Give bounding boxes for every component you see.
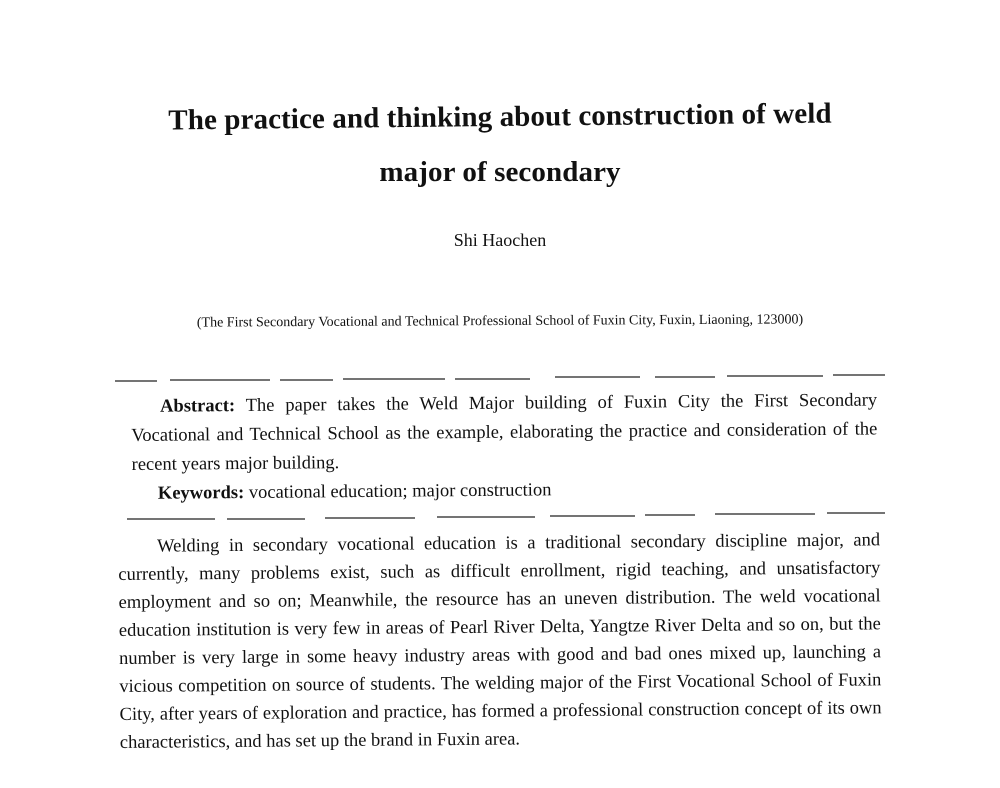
author-affiliation: (The First Secondary Vocational and Technical Professional School of Fuxin City, Fuxin, Liaoning, 123000) bbox=[196, 312, 804, 331]
keywords-label: Keywords: bbox=[157, 483, 245, 504]
body-paragraph: Welding in secondary vocational education is a traditional secondary discipline major, and currently, many problems exist, such as difficult enrollment, rigid teaching, and unsatisfactory employment and so on; Meanwhile, the resource has an uneven distribution. The weld vocational education institution is very few in areas of Pearl River Delta, Yangtze River Delta and so on, but the number is very large in some heavy industry areas with good and bad ones mixed up, launching a vicious competition on source of students. The welding major of the First Vocational School of Fuxin City, after years of exploration and practice, has formed a professional construction concept of its own characteristics, and has set up the brand in Fuxin area. bbox=[118, 530, 882, 753]
abstract-block bbox=[131, 386, 878, 509]
top-separator-rule bbox=[115, 372, 885, 384]
author-name: Shi Haochen bbox=[453, 230, 547, 250]
body-text bbox=[118, 526, 882, 757]
paper-title-line-2: major of secondary bbox=[379, 156, 621, 188]
abstract-label: Abstract: bbox=[160, 396, 236, 417]
keywords-text: vocational education; major construction bbox=[244, 480, 552, 504]
paper-title-line-1: The practice and thinking about construction of weld bbox=[168, 97, 832, 137]
abstract-paragraph bbox=[131, 386, 878, 480]
bottom-separator-rule bbox=[115, 510, 885, 522]
keywords-line bbox=[158, 473, 878, 508]
abstract-text: The paper takes the Weld Major building of Fuxin City the First Secondary Vocational and Technical School as the example, elaborating the practice and consideration of the recent years major building. bbox=[131, 390, 878, 475]
